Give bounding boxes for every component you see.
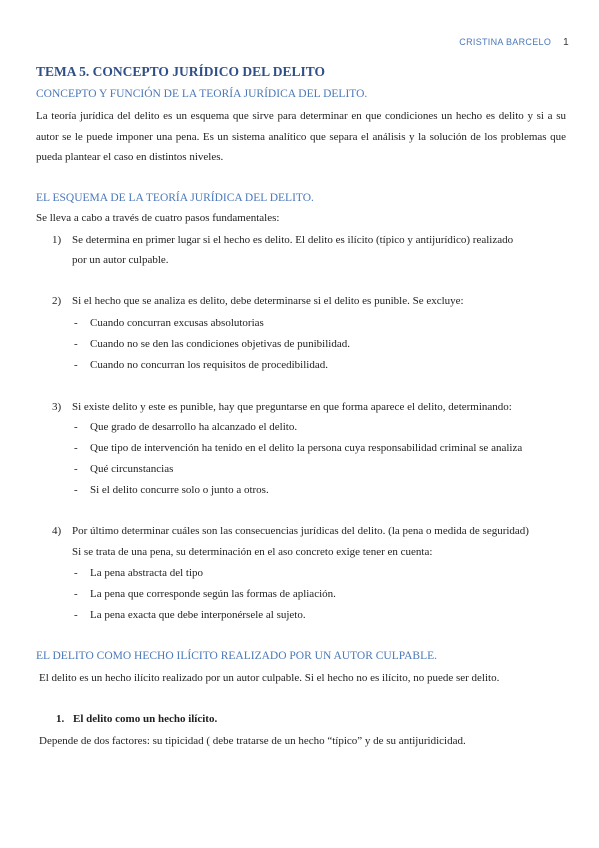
section-paragraph-delito-ilicito: El delito es un hecho ilícito realizado por un autor culpable. Si el hecho no es ilícito, no puede ser delito. [39,672,500,684]
list-bullet: - [74,484,78,496]
section-intro: Se lleva a cabo a través de cuatro pasos fundamentales: [36,212,280,224]
section-paragraph-concepto: La teoría jurídica del delito es un esquema que sirve para determinar en que condiciones un hecho es delito y si a su autor se le puede imponer una pena. Es un sistema analítico que separa el análisis y la solución de los problemas que pueda plantear el caso en distintos niveles. [36,110,566,163]
author-name: CRISTINA BARCELO [459,37,552,47]
running-header [459,37,569,48]
subheading: El delito como un hecho ilícito. [73,713,218,725]
list-bullet: - [74,588,78,600]
step-text-continued: por un autor culpable. [72,254,169,266]
list-item: Cuando no concurran los requisitos de procedibilidad. [90,359,328,371]
list-bullet: - [74,421,78,433]
step-text-continued: Si se trata de una pena, su determinación en el aso concreto exige tener en cuenta: [72,546,433,558]
list-item: La pena exacta que debe interponérsele al sujeto. [90,609,306,621]
list-bullet: - [74,442,78,454]
list-item: Si el delito concurre solo o junto a otros. [90,484,269,496]
list-item: Que tipo de intervención ha tenido en el delito la persona cuya responsabilidad criminal se analiza [90,442,523,454]
list-item: La pena abstracta del tipo [90,567,204,579]
step-number: 2) [52,295,62,307]
step-number: 4) [52,525,62,537]
subheading-number: 1. [56,713,65,725]
step-number: 1) [52,234,62,246]
step-text: Se determina en primer lugar si el hecho es delito. El delito es ilícito (típico y antijurídico) realizado [72,234,514,246]
list-bullet: - [74,609,78,621]
step-text: Por último determinar cuáles son las consecuencias jurídicas del delito. (la pena o medida de seguridad) [72,525,529,537]
step-number: 3) [52,401,62,413]
document-title: TEMA 5. CONCEPTO JURÍDICO DEL DELITO [36,64,326,79]
list-bullet: - [74,359,78,371]
section-heading-delito-ilicito: EL DELITO COMO HECHO ILÍCITO REALIZADO POR UN AUTOR CULPABLE. [36,650,438,662]
page-number: 1 [563,37,569,48]
list-item: Cuando no se den las condiciones objetivas de punibilidad. [90,338,350,350]
section-heading-esquema: EL ESQUEMA DE LA TEORÍA JURÍDICA DEL DELITO. [36,192,314,204]
list-bullet: - [74,317,78,329]
list-bullet: - [74,463,78,475]
list-item: Cuando concurran excusas absolutorias [90,317,264,329]
list-item: La pena que corresponde según las formas de apliación. [90,588,336,600]
section-heading-concepto: CONCEPTO Y FUNCIÓN DE LA TEORÍA JURÍDICA DEL DELITO. [36,88,368,100]
list-item: Que grado de desarrollo ha alcanzado el delito. [90,421,298,433]
step-text: Si existe delito y este es punible, hay que preguntarse en que forma aparece el delito, determinando: [72,401,512,413]
list-bullet: - [74,338,78,350]
sub-paragraph: Depende de dos factores: su tipicidad ( debe tratarse de un hecho “típico” y de su antijuridicidad. [39,735,466,747]
list-bullet: - [74,567,78,579]
list-item: Qué circunstancias [90,463,174,475]
step-text: Si el hecho que se analiza es delito, debe determinarse si el delito es punible. Se excluye: [72,295,464,307]
